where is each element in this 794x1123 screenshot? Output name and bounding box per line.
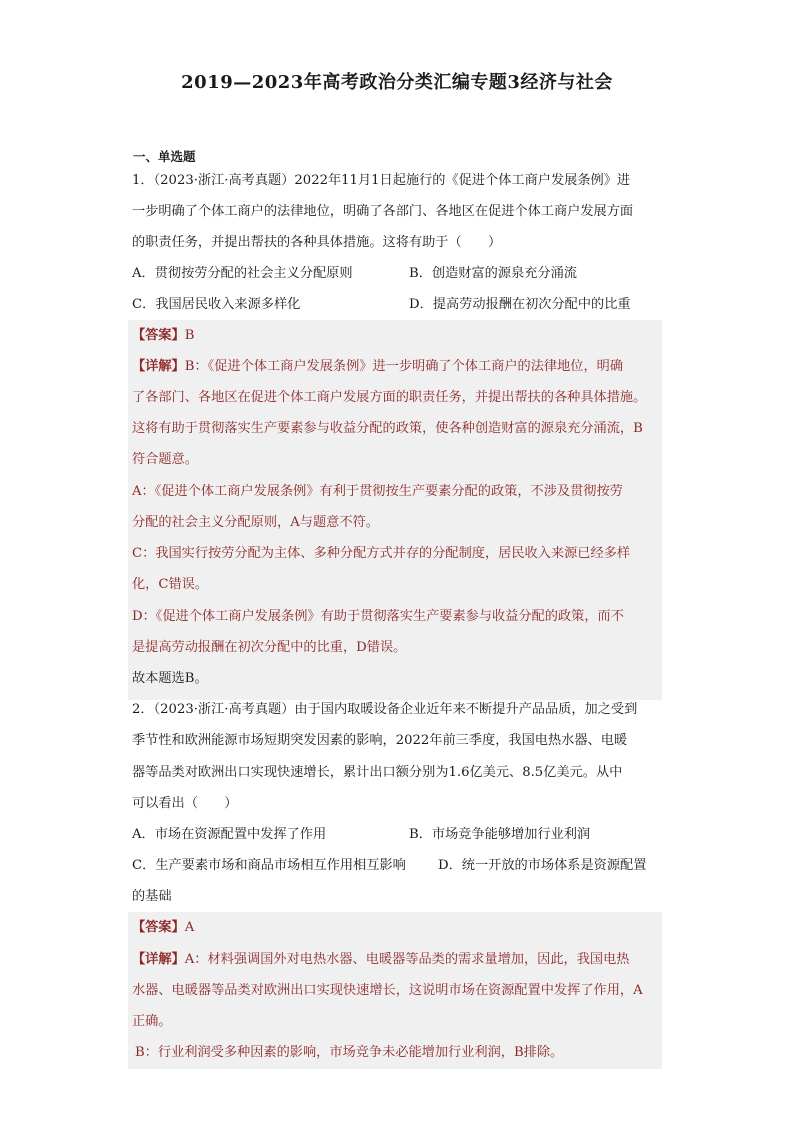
q2-detail-line-4: B：行业利润受多种因素的影响，市场竞争未必能增加行业利润，B排除。: [135, 1045, 564, 1060]
detail-text: B：《促进个体工商户发展条例》进一步明确了个体工商户的法律地位，明确: [184, 359, 624, 374]
q2-detail-line-3: 正确。: [132, 1014, 172, 1029]
q2-stem-line-1: 2．（2023·浙江·高考真题）由于国内取暖设备企业近年来不断提升产品品质，加之受到: [132, 702, 638, 717]
q1-detail-line-7: C：我国实行按劳分配为主体、多种分配方式并存的分配制度，居民收入来源已经多样: [132, 546, 631, 561]
page-title: 2019—2023年高考政治分类汇编专题3经济与社会: [181, 72, 613, 93]
answer-value: A: [184, 920, 195, 935]
q2-option-d: D．统一开放的市场体系是资源配置: [438, 858, 647, 873]
q1-stem-line-3: 的职责任务，并提出帮扶的各种具体措施。这将有助于（ ）: [132, 235, 502, 250]
q2-options-row-2: [132, 855, 662, 877]
q1-stem-line-2: 一步明确了个体工商户的法律地位，明确了各部门、各地区在促进个体工商户发展方面: [132, 204, 634, 219]
q2-option-b: B．市场竞争能够增加行业利润: [409, 827, 591, 842]
detail-label: 【详解】: [132, 359, 185, 374]
q1-detail-line-5: A：《促进个体工商户发展条例》有利于贯彻按生产要素分配的政策，不涉及贯彻按劳: [132, 484, 623, 499]
q2-stem-line-2: 季节性和欧洲能源市场短期突发因素的影响，2022年前三季度，我国电热水器、电暖: [132, 733, 628, 748]
q1-option-b: B．创造财富的源泉充分涌流: [409, 266, 577, 281]
q2-stem-line-4: 可以看出（ ）: [132, 796, 238, 811]
section-heading: 一、单选题: [133, 149, 196, 164]
q2-stem-line-3: 器等品类对欧洲出口实现快速增长，累计出口额分别为1.6亿美元、8.5亿美元。从中: [132, 765, 623, 780]
answer-label: 【答案】: [132, 328, 185, 343]
q1-conclusion: 故本题选B。: [132, 671, 208, 686]
q2-option-d-continued: 的基础: [132, 889, 172, 904]
q1-detail-line-9: D：《促进个体工商户发展条例》有助于贯彻落实生产要素参与收益分配的政策，而不: [132, 609, 624, 624]
q2-detail-line-1: [132, 949, 662, 971]
q1-stem-line-1: 1．（2023·浙江·高考真题）2022年11月1日起施行的《促进个体工商户发展条例》进: [132, 173, 631, 188]
q1-detail-line-1: [132, 356, 662, 378]
q1-detail-line-6: 分配的社会主义分配原则，A与题意不符。: [132, 515, 379, 530]
detail-label: 【详解】: [132, 952, 185, 967]
q1-detail-line-3: 这将有助于贯彻落实生产要素参与收益分配的政策，使各种创造财富的源泉充分涌流，B: [132, 421, 643, 436]
q1-option-c: C．我国居民收入来源多样化: [132, 297, 301, 312]
q2-answer: [132, 917, 662, 939]
q1-detail-line-8: 化，C错误。: [132, 577, 209, 592]
q1-option-a: A．贯彻按劳分配的社会主义分配原则: [132, 266, 353, 281]
q2-option-a: A．市场在资源配置中发挥了作用: [132, 827, 327, 842]
answer-value: B: [184, 328, 195, 343]
q1-detail-line-4: 符合题意。: [132, 452, 198, 467]
q2-options-row-1: [132, 824, 662, 846]
q2-detail-line-2: 水器、电暖器等品类对欧洲出口实现快速增长，这说明市场在资源配置中发挥了作用，A: [132, 983, 643, 998]
q1-answer: [132, 325, 662, 347]
answer-label: 【答案】: [132, 920, 185, 935]
detail-text: A：材料强调国外对电热水器、电暖器等品类的需求量增加，因此，我国电热: [184, 952, 630, 967]
q1-options-row-2: [132, 294, 662, 316]
q1-options-row-1: [132, 263, 662, 285]
q1-detail-line-2: 了各部门、各地区在促进个体工商户发展方面的职责任务，并提出帮扶的各种具体措施。: [132, 390, 647, 405]
q2-option-c: C．生产要素市场和商品市场相互作用相互影响: [132, 858, 406, 873]
q1-detail-line-10: 是提高劳动报酬在初次分配中的比重，D错误。: [132, 640, 407, 655]
q1-option-d: D．提高劳动报酬在初次分配中的比重: [409, 297, 631, 312]
